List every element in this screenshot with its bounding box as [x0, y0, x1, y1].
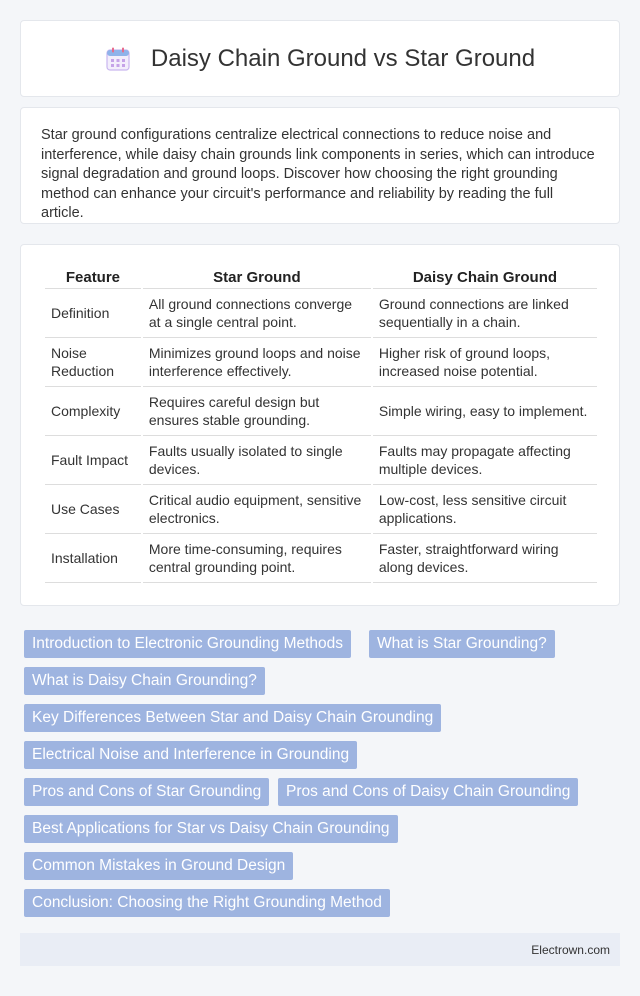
header-card — [20, 20, 620, 97]
calendar-icon — [105, 46, 131, 72]
table-cell: Fault Impact — [45, 436, 141, 485]
table-cell: Simple wiring, easy to implement. — [373, 387, 597, 436]
table-cell: Critical audio equipment, sensitive electronics. — [143, 485, 371, 534]
header-feature: Feature — [45, 267, 141, 289]
topic-link-common-mistakes[interactable]: Common Mistakes in Ground Design — [24, 852, 293, 880]
table-cell: Requires careful design but ensures stable grounding. — [143, 387, 371, 436]
table-cell: Installation — [45, 534, 141, 583]
table-row — [45, 534, 597, 583]
table-cell: Definition — [45, 289, 141, 338]
comparison-table — [43, 267, 599, 583]
page-title: Daisy Chain Ground vs Star Ground — [150, 44, 536, 72]
footer — [20, 933, 620, 966]
topic-link-what-is-daisy-chain[interactable]: What is Daisy Chain Grounding? — [24, 667, 265, 695]
topic-link-what-is-star[interactable]: What is Star Grounding? — [369, 630, 555, 658]
header-star-ground: Star Ground — [143, 267, 371, 289]
table-row — [45, 436, 597, 485]
topic-link-pros-cons-star[interactable]: Pros and Cons of Star Grounding — [24, 778, 269, 806]
table-cell: Use Cases — [45, 485, 141, 534]
table-row — [45, 338, 597, 387]
table-row — [45, 387, 597, 436]
comparison-table-card — [20, 244, 620, 606]
topic-link-best-applications[interactable]: Best Applications for Star vs Daisy Chain Grounding — [24, 815, 398, 843]
table-row — [45, 485, 597, 534]
table-cell: Ground connections are linked sequentially in a chain. — [373, 289, 597, 338]
header-daisy-chain-ground: Daisy Chain Ground — [373, 267, 597, 289]
table-cell: Minimizes ground loops and noise interference effectively. — [143, 338, 371, 387]
footer-site-name: Electrown.com — [531, 942, 610, 957]
table-cell: Faults usually isolated to single devices. — [143, 436, 371, 485]
table-row — [45, 289, 597, 338]
table-cell: Higher risk of ground loops, increased noise potential. — [373, 338, 597, 387]
table-cell: Low-cost, less sensitive circuit applications. — [373, 485, 597, 534]
topic-link-introduction[interactable]: Introduction to Electronic Grounding Methods — [24, 630, 351, 658]
table-cell: Faster, straightforward wiring along devices. — [373, 534, 597, 583]
table-cell: All ground connections converge at a single central point. — [143, 289, 371, 338]
topic-link-conclusion[interactable]: Conclusion: Choosing the Right Grounding Method — [24, 889, 390, 917]
table-cell: More time-consuming, requires central grounding point. — [143, 534, 371, 583]
topic-link-pros-cons-daisy[interactable]: Pros and Cons of Daisy Chain Grounding — [278, 778, 578, 806]
table-cell: Complexity — [45, 387, 141, 436]
topic-link-noise-interference[interactable]: Electrical Noise and Interference in Grounding — [24, 741, 357, 769]
intro-card — [20, 107, 620, 224]
topic-link-key-differences[interactable]: Key Differences Between Star and Daisy Chain Grounding — [24, 704, 441, 732]
intro-text: Star ground configurations centralize electrical connections to reduce noise and interference, while daisy chain grounds link components in series, which can introduce signal degradation and ground loops. Discover how choosing the right grounding method can enhance your circuit's performance and reliability by reading the full article. — [41, 127, 595, 221]
table-cell: Noise Reduction — [45, 338, 141, 387]
table-header-row — [45, 267, 597, 289]
table-cell: Faults may propagate affecting multiple devices. — [373, 436, 597, 485]
